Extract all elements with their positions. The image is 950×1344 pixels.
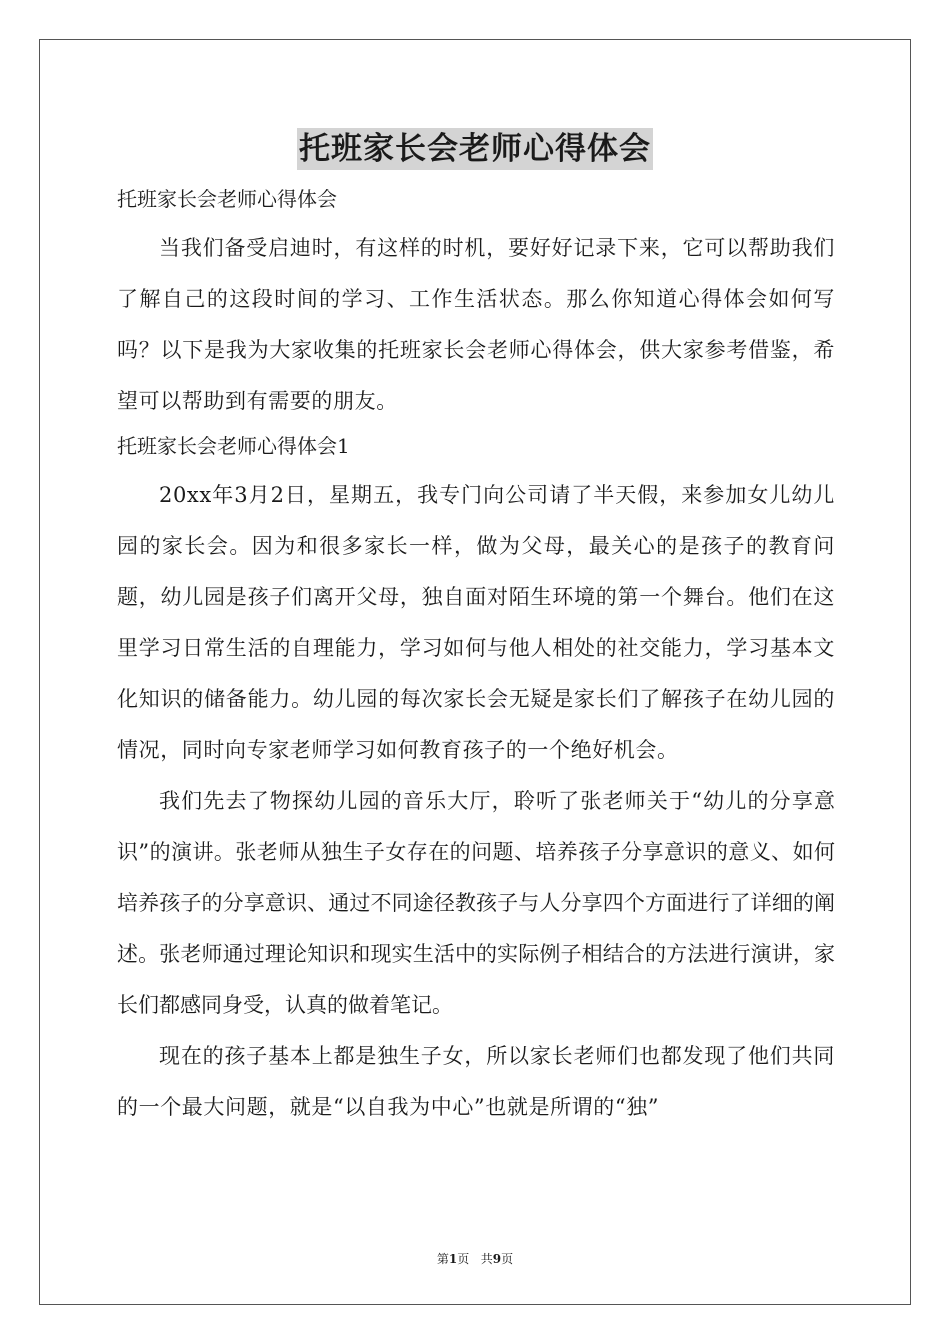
document-body (117, 180, 835, 1133)
page-label-prefix: 第 (436, 1252, 449, 1266)
body-paragraph-2: 我们先去了物探幼儿园的音乐大厅，聆听了张老师关于“幼儿的分享意识”的演讲。张老师从独生子女存在的问题、培养孩子分享意识的意义、如何培养孩子的分享意识、通过不同途径教孩子与人分享四个方面进行了详细的阐述。张老师通过理论知识和现实生活中的实际例子相结合的方法进行演讲，家长们都感同身受，认真的做着笔记。 (117, 789, 835, 1017)
intro-paragraph: 当我们备受启迪时，有这样的时机，要好好记录下来，它可以帮助我们了解自己的这段时间的学习、工作生活状态。那么你知道心得体会如何写吗？以下是我为大家收集的托班家长会老师心得体会，供大家参考借鉴，希望可以帮助到有需要的朋友。 (117, 236, 835, 413)
page-footer (0, 1250, 950, 1267)
total-pages: 9 (492, 1252, 502, 1266)
page-label-suffix: 页 (457, 1252, 470, 1266)
section-heading: 托班家长会老师心得体会1 (117, 434, 350, 458)
page-number: 1 (448, 1252, 458, 1266)
document-subtitle: 托班家长会老师心得体会 (117, 187, 337, 211)
body-paragraph-1: 20xx年3月2日，星期五，我专门向公司请了半天假，来参加女儿幼儿园的家长会。因为和很多家长一样，做为父母，最关心的是孩子的教育问题，幼儿园是孩子们离开父母，独自面对陌生环境的第一个舞台。他们在这里学习日常生活的自理能力，学习如何与他人相处的社交能力，学习基本文化知识的储备能力。幼儿园的每次家长会无疑是家长们了解孩子在幼儿园的情况，同时向专家老师学习如何教育孩子的一个绝好机会。 (117, 483, 835, 762)
total-prefix: 共 (480, 1252, 493, 1266)
document-title: 托班家长会老师心得体会 (297, 128, 653, 170)
body-paragraph-3: 现在的孩子基本上都是独生子女，所以家长老师们也都发现了他们共同的一个最大问题，就是“以自我为中心”也就是所谓的“独” (117, 1044, 835, 1119)
total-suffix: 页 (501, 1252, 514, 1266)
title-container (0, 128, 950, 170)
